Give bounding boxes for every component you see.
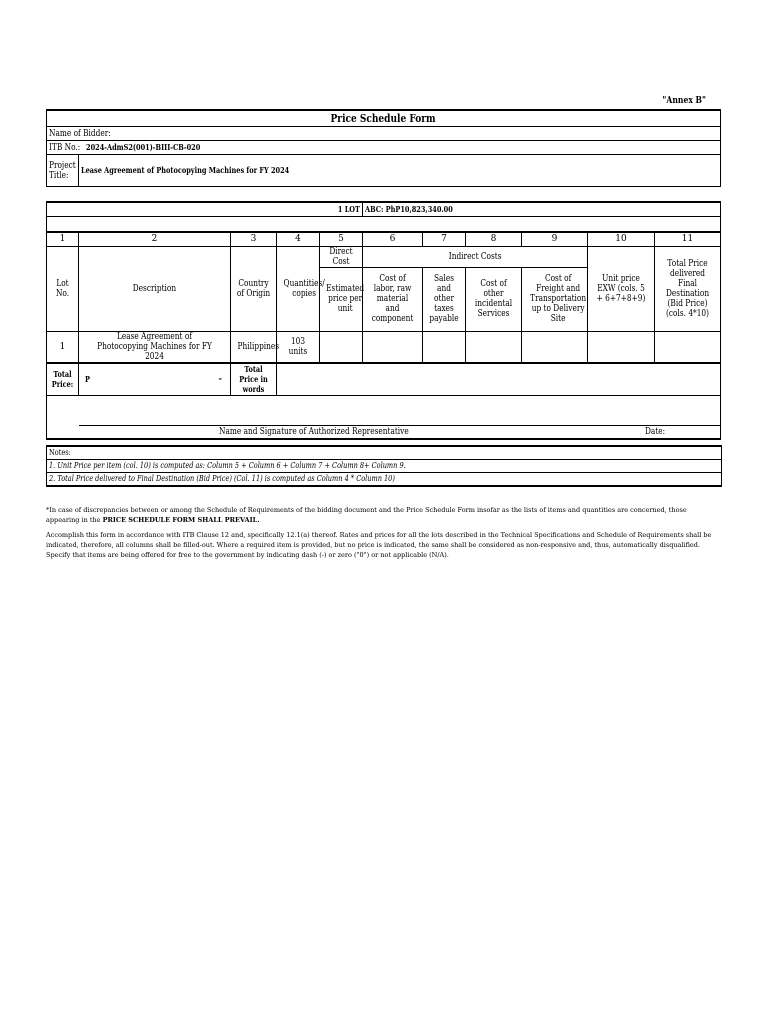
header-freight: Cost of Freight and Transportation up to Delivery Site — [522, 267, 588, 331]
price-schedule-form — [46, 109, 720, 440]
form-title: Price Schedule Form — [47, 110, 721, 127]
project-title: Lease Agreement of Photocopying Machines for FY 2024 — [79, 155, 721, 187]
total-price-label: Total Price: — [47, 363, 79, 396]
date-label: Date: — [645, 427, 666, 437]
itb-label: ITB No.: — [49, 143, 81, 153]
col-number: 5 — [320, 232, 363, 246]
row-cell[interactable] — [588, 331, 655, 363]
header-quantities: Quantities/ copies — [277, 246, 320, 331]
total-price-words[interactable] — [277, 363, 721, 396]
col-number: 1 — [47, 232, 79, 246]
blank-row — [47, 216, 721, 232]
header-estimated: Estimated price per unit — [320, 267, 363, 331]
row-description: Lease Agreement of Photocopying Machines for FY 2024 — [79, 331, 231, 363]
col-number: 6 — [363, 232, 423, 246]
row-cell[interactable] — [423, 331, 466, 363]
header-indirect-costs: Indirect Costs — [363, 246, 588, 267]
row-cell[interactable] — [655, 331, 721, 363]
total-price-words-label: Total Price in words — [231, 363, 277, 396]
note-2: 2. Total Price delivered to Final Destination (Bid Price) (Col. 11) is computed as Column 4 * Column 10) — [49, 474, 395, 483]
lot-cell: 1 LOT — [47, 202, 363, 216]
itb-row — [47, 141, 721, 155]
annex-label: "Annex B" — [662, 96, 706, 106]
header-lot-no: Lot No. — [47, 246, 79, 331]
row-cell[interactable] — [466, 331, 522, 363]
signature-block — [47, 395, 721, 439]
header-exw: Unit price EXW (cols. 5 + 6+7+8+9) — [588, 246, 655, 331]
footnote-discrepancy: *In case of discrepancies between or among the Schedule of Requirements of the bidding document and the Price Schedule Form insofar as the lists of items and quantities are concerned, those appearing in the PRICE SCHEDULE FORM SHALL PREVAIL. — [46, 506, 687, 524]
row-cell[interactable] — [320, 331, 363, 363]
col-number: 8 — [466, 232, 522, 246]
itb-value: 2024-AdmS2(001)-BIII-CB-020 — [85, 142, 201, 152]
abc-cell: ABC: PhP10,823,340.00 — [363, 202, 721, 216]
header-direct-cost: Direct Cost — [320, 246, 363, 267]
col-number: 2 — [79, 232, 231, 246]
col-number: 11 — [655, 232, 721, 246]
col-number: 7 — [423, 232, 466, 246]
header-country: Country of Origin — [231, 246, 277, 331]
header-description: Description — [79, 246, 231, 331]
bidder-label: Name of Bidder: — [49, 128, 111, 139]
col-number: 4 — [277, 232, 320, 246]
row-quantity: 103 units — [277, 331, 320, 363]
header-total: Total Price delivered Final Destination (Bid Price) (cols. 4*10) — [655, 246, 721, 331]
spacer — [47, 187, 721, 203]
col-number: 10 — [588, 232, 655, 246]
signature-label: Name and Signature of Authorized Representative — [219, 427, 409, 437]
notes-block — [46, 445, 722, 487]
total-price-value[interactable]: P - — [79, 363, 231, 396]
project-label: Project Title: — [47, 155, 79, 187]
row-lot: 1 — [47, 331, 79, 363]
header-sales: Sales and other taxes payable — [423, 267, 466, 331]
bidder-name-row — [47, 127, 721, 141]
header-labor: Cost of labor, raw material and component — [363, 267, 423, 331]
table-row — [47, 331, 721, 363]
row-cell[interactable] — [522, 331, 588, 363]
footnote-instructions: Accomplish this form in accordance with ITB Clause 12 and, specifically 12.1(a) thereof. Rates and prices for all the lots described in the Technical Specifications and Schedule of Requirements shall be indicated, therefore, all columns shall be filled-out. Where a required item is provided, but no price is indicated, the same shall be considered as non-responsive and, thus, automatically disqualified. Specify that items are being offered for free to the government by indicating dash (-) or zero ("0") or not applicable (N/A). — [46, 531, 712, 559]
col-number: 3 — [231, 232, 277, 246]
header-other: Cost of other incidental Services — [466, 267, 522, 331]
note-1: 1. Unit Price per item (col. 10) is computed as: Column 5 + Column 6 + Column 7 + Column 8+ Column 9. — [49, 461, 406, 470]
col-number: 9 — [522, 232, 588, 246]
notes-heading: Notes: — [49, 448, 71, 457]
row-cell[interactable] — [363, 331, 423, 363]
row-country: Philippines — [231, 331, 277, 363]
